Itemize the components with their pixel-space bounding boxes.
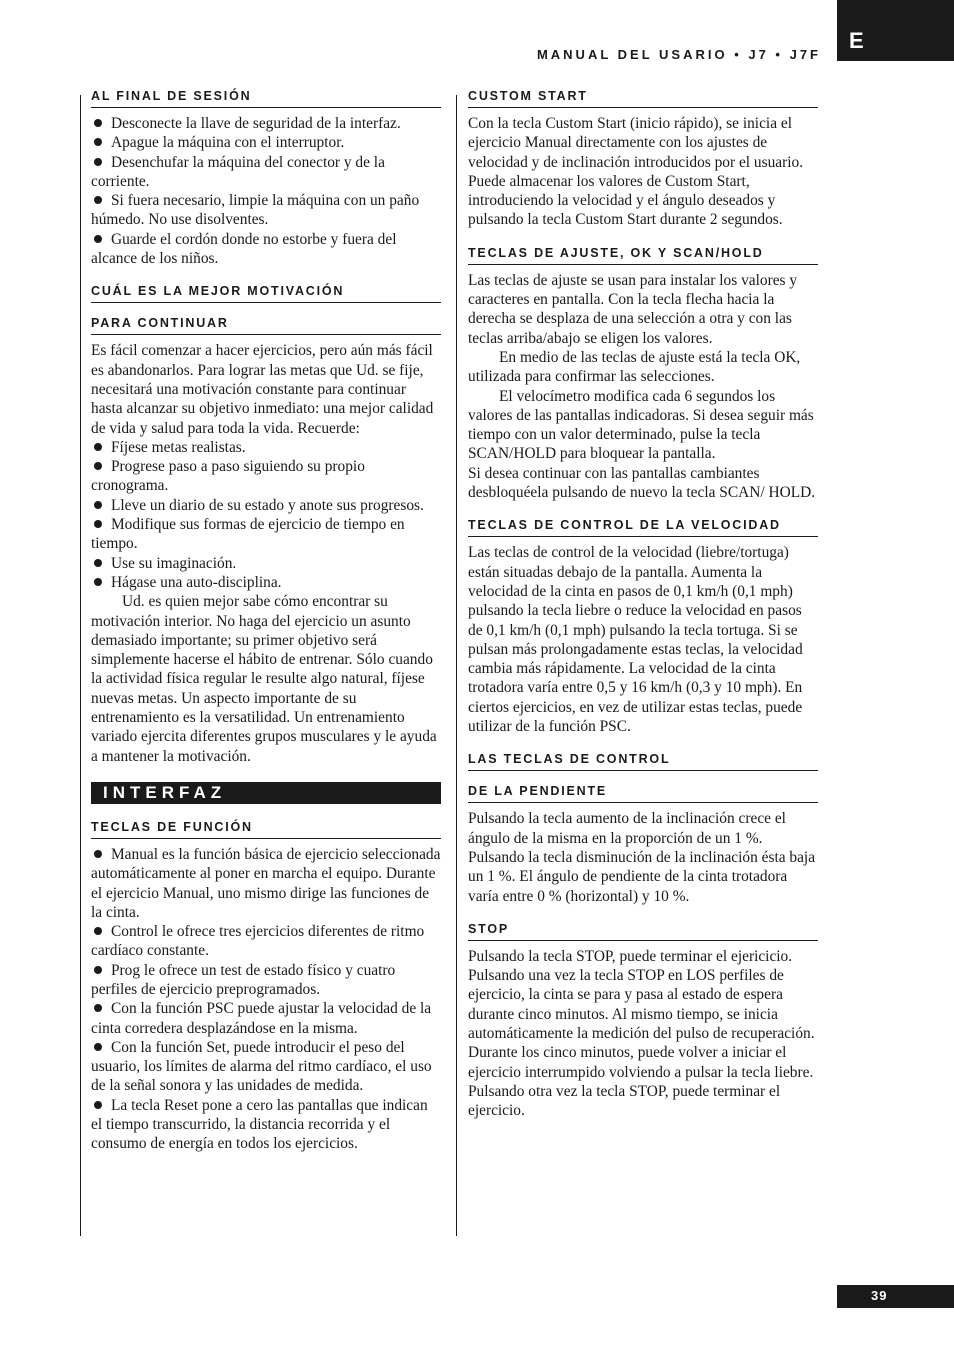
incline-keys-text: Pulsando la tecla aumento de la inclinación crece el ángulo de la misma en la proporción de un 1 %. Pulsando la tecla disminución de la inclinación ésta baja un 1 %. El ángulo de pendiente de la cinta trotadora varía entre 0 % (horizontal) y 10 %. (468, 810, 816, 905)
language-tab (837, 0, 954, 61)
bullet-icon (94, 158, 102, 166)
heading-adjust-keys: TECLAS DE AJUSTE, OK Y SCAN/HOLD (468, 243, 818, 265)
list-item: Apague la máquina con el interruptor. (91, 133, 441, 152)
stop-text: Pulsando la tecla STOP, puede terminar el ejericicio. Pulsando una vez la tecla STOP en LOS perfiles de ejercicio, la cinta se para y pasa al estado de espera durante cinco minutos. Al mismo tiempo, se inicia automáticamente la medición del pulso de recuperación. Durante los cinco minutos, puede volver a iniciar el ejercicio interrumpido volviendo a pulsar la tecla liebre. Pulsando otra vez la tecla STOP, puede terminar el ejercicio. (468, 947, 815, 1120)
heading-incline-keys-2: DE LA PENDIENTE (468, 781, 818, 803)
motivation-list (91, 438, 441, 592)
running-header: MANUAL DEL USARIO • J7 • J7F (536, 47, 821, 62)
bullet-icon (94, 927, 102, 935)
bullet-icon (94, 138, 102, 146)
heading-custom-start: CUSTOM START (468, 86, 818, 108)
heading-end-of-session: AL FINAL DE SESIÓN (91, 86, 441, 108)
left-column (91, 86, 441, 1154)
list-item: Fíjese metas realistas. (91, 438, 441, 457)
list-item: Desconecte la llave de seguridad de la interfaz. (91, 114, 441, 133)
heading-stop: STOP (468, 919, 818, 941)
column-divider-rule (456, 95, 457, 1236)
adjust-keys-p3: El velocímetro modifica cada 6 segundos los valores de las pantallas indicadoras. Si desea seguir más tiempo con un valor determinado, pulse la tecla SCAN/HOLD para bloquear la pantalla. (468, 387, 814, 463)
bullet-icon (94, 559, 102, 567)
list-item: Si fuera necesario, limpie la máquina con un paño húmedo. No use disolventes. (91, 192, 420, 229)
bullet-icon (94, 520, 102, 528)
left-margin-rule (80, 95, 81, 1236)
bullet-icon (94, 196, 102, 204)
bullet-icon (94, 1004, 102, 1012)
function-keys-list (91, 845, 441, 1154)
custom-start-text: Con la tecla Custom Start (inicio rápido), se inicia el ejercicio Manual directamente con los ajustes de velocidad y de inclinación introducidos por el usuario. Puede almacenar los valores de Custom Start, introduciendo la velocidad y el ángulo deseados y pulsando la tecla Custom Start durante 2 segundos. (468, 115, 804, 229)
heading-incline-keys-1: LAS TECLAS DE CONTROL (468, 749, 818, 771)
list-item: Progrese paso a paso siguiendo su propio cronograma. (91, 458, 365, 495)
heading-speed-keys: TECLAS DE CONTROL DE LA VELOCIDAD (468, 515, 818, 537)
language-tab-letter: E (849, 28, 864, 53)
list-item: Con la función Set, puede introducir el peso del usuario, los límites de alarma del ritmo cardíaco, el uso de la señal sonora y las unidades de medida. (91, 1038, 432, 1095)
bullet-icon (94, 443, 102, 451)
bullet-icon (94, 578, 102, 586)
heading-motivation-1: CUÁL ES LA MEJOR MOTIVACIÓN (91, 281, 441, 303)
list-item: Lleve un diario de su estado y anote sus progresos. (91, 496, 441, 515)
bullet-icon (94, 1043, 102, 1051)
speed-keys-text: Las teclas de control de la velocidad (liebre/tortuga) están situadas debajo de la pantalla. Aumenta la velocidad de la cinta en pasos de 0,1 km/h (0,1 mph) pulsando la tecla liebre o reduce la velocidad en pasos de 0,1 km/h (0,1 mph) pulsando la tecla tortuga. Si se pulsan más prolongadamente estas teclas, la velocidad cambia más rápidamente. La velocidad de la cinta trotadora varía entre 0,5 y 16 km/h (0,3 y 10 mph). En ciertos ejercicios, en vez de utilizar estas teclas, puede utilizar de la función PSC. (468, 544, 803, 736)
motivation-intro: Es fácil comenzar a hacer ejercicios, pero aún más fácil es abandonarlos. Para lograr las metas que Ud. se fije, necesitará una motivación constante para continuar hasta alcanzar su objetivo inmediato: una mejor calidad de vida y salud para toda la vida. Recuerde: (91, 342, 434, 437)
motivation-outro: Ud. es quien mejor sabe cómo encontrar su motivación interior. No haga del ejercicio un asunto demasiado importante; su primer objetivo será simplemente hacerse el hábito de entrenar. Sólo cuando la actividad física regular le resulte algo natural, fíjese nuevas metas. Un aspecto importante de su entrenamiento es la versatilidad. Un entrenamiento variado ejercita diferentes grupos musculares y le ayuda a mantener la motivación. (91, 593, 437, 765)
list-item: La tecla Reset pone a cero las pantallas que indican el tiempo transcurrido, la distancia recorrida y el consumo de energía en todos los ejercicios. (91, 1096, 428, 1153)
list-item: Manual es la función básica de ejercicio seleccionada automáticamente al poner en marcha el equipo. Durante el ejercicio Manual, uno mismo dirige las funciones de la cinta. (91, 845, 441, 921)
adjust-keys-p1: Las teclas de ajuste se usan para instalar los valores y caracteres en pantalla. Con la tecla flecha hacia la derecha se desplaza de una selección a otra y con las teclas arriba/abajo se eligen los valores. (468, 271, 798, 347)
adjust-keys-p4: Si desea continuar con las pantallas cambiantes desbloquéela pulsando de nuevo la tecla SCAN/ HOLD. (468, 464, 816, 502)
page-number: 39 (871, 1288, 888, 1303)
bullet-icon (94, 235, 102, 243)
bullet-icon (94, 966, 102, 974)
list-item: Use su imaginación. (91, 554, 441, 573)
heading-motivation-2: PARA CONTINUAR (91, 313, 441, 335)
bullet-icon (94, 119, 102, 127)
bullet-icon (94, 1101, 102, 1109)
heading-function-keys: TECLAS DE FUNCIÓN (91, 817, 441, 839)
list-item: Control le ofrece tres ejercicios diferentes de ritmo cardíaco constante. (91, 923, 425, 960)
list-item: Prog le ofrece un test de estado físico y cuatro perfiles de ejercicio preprogramados. (91, 961, 396, 998)
list-item: Modifique sus formas de ejercicio de tiempo en tiempo. (91, 516, 405, 553)
bullet-icon (94, 501, 102, 509)
list-item: Con la función PSC puede ajustar la velocidad de la cinta corredera desplazándose en la misma. (91, 1000, 432, 1037)
list-item: Guarde el cordón donde no estorbe y fuera del alcance de los niños. (91, 230, 397, 268)
page-number-box (837, 1285, 954, 1308)
bullet-icon (94, 850, 102, 858)
right-column (468, 86, 818, 1120)
bullet-icon (94, 462, 102, 470)
list-item: Desenchufar la máquina del conector y de la corriente. (91, 153, 385, 190)
section-banner-interface: INTERFAZ (91, 782, 441, 804)
list-item: Hágase una auto-disciplina. (91, 573, 441, 592)
adjust-keys-p2: En medio de las teclas de ajuste está la tecla OK, utilizada para confirmar las selecciones. (468, 348, 801, 386)
end-of-session-list (91, 114, 441, 268)
